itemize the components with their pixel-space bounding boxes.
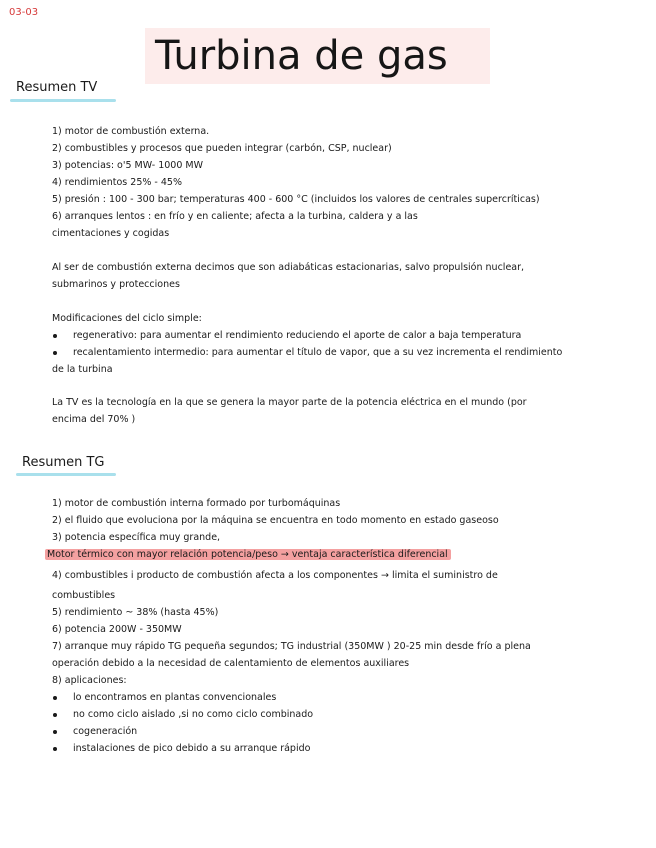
- list-item: 1) motor de combustión externa.: [52, 126, 210, 137]
- tg-list-rest: [52, 587, 622, 757]
- paragraph-line: La TV es la tecnología en la que se genera la mayor parte de la potencia eléctrica en el mundo (por: [52, 397, 527, 408]
- tg-list: [52, 495, 622, 546]
- list-item-continuation: operación debido a la necesidad de calentamiento de elementos auxiliares: [52, 658, 410, 669]
- paragraph-line: submarinos y protecciones: [52, 279, 180, 290]
- paragraph-line: encima del 70% ): [52, 414, 136, 425]
- list-item: 8) aplicaciones:: [52, 675, 127, 686]
- bullet-item: lo encontramos en plantas convencionales: [52, 689, 622, 706]
- list-item: 2) el fluido que evoluciona por la máquina se encuentra en todo momento en estado gaseoso: [52, 515, 499, 526]
- list-item: 4) rendimientos 25% - 45%: [52, 177, 182, 188]
- bullet-item: instalaciones de pico debido a su arranque rápido: [52, 740, 622, 757]
- section-heading-tg: Resumen TG: [22, 455, 105, 470]
- tg-list-continued: [52, 567, 622, 584]
- paragraph-line: Al ser de combustión externa decimos que son adiabáticas estacionarias, salvo propulsión nuclear,: [52, 262, 525, 273]
- list-item: 5) rendimiento ~ 38% (hasta 45%): [52, 607, 219, 618]
- section-heading-tv: Resumen TV: [16, 80, 98, 95]
- list-item: 3) potencias: o'5 MW- 1000 MW: [52, 160, 203, 171]
- tv-paragraph-combustion: [52, 259, 622, 293]
- tv-list: [52, 123, 622, 242]
- list-item-continuation: combustibles: [52, 590, 116, 601]
- list-item-continuation: cimentaciones y cogidas: [52, 228, 170, 239]
- page-title: Turbina de gas: [155, 33, 448, 79]
- list-item: 3) potencia específica muy grande,: [52, 532, 221, 543]
- list-item: 6) potencia 200W - 350MW: [52, 624, 182, 635]
- highlighted-text: Motor térmico con mayor relación potencia/peso → ventaja característica diferencial: [45, 549, 451, 560]
- bullet-item: cogeneración: [52, 723, 622, 740]
- bullet-item-continuation: de la turbina: [52, 364, 113, 375]
- list-item: 2) combustibles y procesos que pueden integrar (carbón, CSP, nuclear): [52, 143, 392, 154]
- date-label: 03-03: [9, 7, 39, 18]
- tg-highlight-line: [45, 546, 615, 563]
- bullet-item: no como ciclo aislado ,si no como ciclo combinado: [52, 706, 622, 723]
- bullet-item: recalentamiento intermedio: para aumentar el título de vapor, que a su vez incrementa el rendimiento: [52, 344, 622, 361]
- section-underline-tg: [16, 473, 116, 476]
- list-item: 1) motor de combustión interna formado por turbomáquinas: [52, 498, 341, 509]
- tv-modifications: [52, 310, 622, 378]
- tv-paragraph-share: [52, 394, 622, 428]
- list-item: 6) arranques lentos : en frío y en caliente; afecta a la turbina, caldera y a las: [52, 211, 418, 222]
- bullet-item: regenerativo: para aumentar el rendimiento reduciendo el aporte de calor a baja temperatura: [52, 327, 622, 344]
- list-item: 7) arranque muy rápido TG pequeña segundos; TG industrial (350MW ) 20-25 min desde frío a plena: [52, 641, 531, 652]
- list-item: 5) presión : 100 - 300 bar; temperaturas 400 - 600 °C (incluidos los valores de centrales supercríticas): [52, 194, 540, 205]
- section-underline-tv: [10, 99, 116, 102]
- modifications-heading: Modificaciones del ciclo simple:: [52, 313, 202, 324]
- list-item: 4) combustibles i producto de combustión afecta a los componentes → limita el suministro de: [52, 570, 498, 581]
